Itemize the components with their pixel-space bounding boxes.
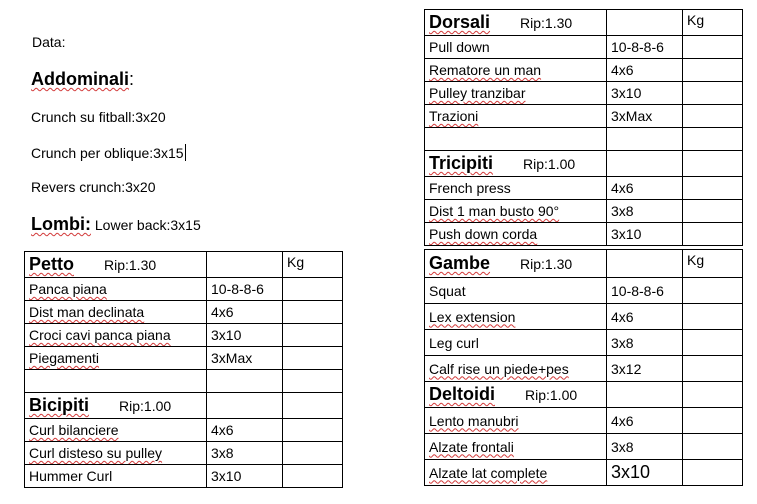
empty-cell bbox=[283, 393, 343, 419]
exercise-reps: 3x8 bbox=[607, 330, 683, 356]
exercise-reps: 4x6 bbox=[607, 304, 683, 330]
exercise-reps: 4x6 bbox=[607, 59, 683, 82]
rest-label: Rip:1.30 bbox=[520, 15, 573, 31]
exercise-reps: 3x10 bbox=[207, 324, 283, 347]
kg-header: Kg bbox=[283, 252, 343, 278]
section-header-gambe bbox=[425, 250, 743, 278]
kg-cell bbox=[683, 356, 743, 382]
exercise-name: French press bbox=[425, 177, 607, 200]
table-petto-bicipiti bbox=[24, 251, 343, 488]
kg-cell bbox=[683, 278, 743, 304]
kg-cell bbox=[683, 36, 743, 59]
empty-cell bbox=[607, 151, 683, 177]
abs-item-2-text: Crunch per oblique:3x15 bbox=[31, 145, 184, 161]
rest-label: Rip:1.30 bbox=[520, 256, 573, 272]
table-row bbox=[425, 356, 743, 382]
abs-colon: : bbox=[129, 69, 135, 89]
exercise-reps: 10-8-8-6 bbox=[607, 36, 683, 59]
table-row bbox=[425, 59, 743, 82]
kg-cell bbox=[683, 177, 743, 200]
table-row bbox=[425, 177, 743, 200]
exercise-name: Alzate frontali bbox=[425, 434, 607, 460]
exercise-reps: 3x8 bbox=[607, 434, 683, 460]
section-title-cell bbox=[425, 382, 607, 408]
exercise-name: Croci cavi panca piana bbox=[25, 324, 207, 347]
table-row bbox=[25, 347, 343, 370]
table-row bbox=[25, 465, 343, 488]
table-row bbox=[25, 442, 343, 465]
exercise-reps: 3x12 bbox=[607, 356, 683, 382]
empty-cell bbox=[25, 370, 207, 393]
empty-cell bbox=[607, 250, 683, 278]
exercise-name: Rematore un man bbox=[425, 59, 607, 82]
lombi-text: Lower back:3x15 bbox=[91, 217, 201, 233]
table-row bbox=[425, 278, 743, 304]
text-cursor bbox=[185, 144, 186, 161]
exercise-reps: 4x6 bbox=[207, 419, 283, 442]
exercise-reps: 3x10 bbox=[607, 82, 683, 105]
exercise-name: Lex extension bbox=[425, 304, 607, 330]
empty-cell bbox=[207, 252, 283, 278]
kg-cell bbox=[683, 223, 743, 246]
abs-item-3: Revers crunch:3x20 bbox=[31, 179, 156, 195]
exercise-name: Piegamenti bbox=[25, 347, 207, 370]
empty-cell bbox=[683, 151, 743, 177]
rest-label: Rip:1.00 bbox=[119, 398, 172, 414]
section-header-tricipiti bbox=[425, 151, 743, 177]
table-row bbox=[425, 408, 743, 434]
exercise-name: Dist 1 man busto 90° bbox=[425, 200, 607, 223]
kg-cell bbox=[283, 347, 343, 370]
table-gambe-deltoidi bbox=[424, 249, 743, 486]
rest-label: Rip:1.30 bbox=[104, 257, 157, 273]
table-row bbox=[425, 82, 743, 105]
kg-cell bbox=[683, 59, 743, 82]
kg-cell bbox=[283, 442, 343, 465]
empty-cell bbox=[683, 382, 743, 408]
exercise-name: Pulley tranzibar bbox=[425, 82, 607, 105]
section-title-cell bbox=[425, 151, 607, 177]
exercise-name: Leg curl bbox=[425, 330, 607, 356]
kg-cell bbox=[283, 301, 343, 324]
date-label: Data: bbox=[32, 34, 66, 50]
exercise-name: Trazioni bbox=[425, 105, 607, 128]
exercise-name: Hummer Curl bbox=[25, 465, 207, 488]
exercise-name: Squat bbox=[425, 278, 607, 304]
rest-label: Rip:1.00 bbox=[523, 156, 576, 172]
section-title-cell bbox=[425, 10, 607, 36]
exercise-name: Pull down bbox=[425, 36, 607, 59]
exercise-name: Curl disteso su pulley bbox=[25, 442, 207, 465]
empty-cell bbox=[425, 128, 607, 151]
exercise-name: Push down corda bbox=[425, 223, 607, 246]
kg-cell bbox=[683, 408, 743, 434]
exercise-reps: 4x6 bbox=[607, 177, 683, 200]
section-header-dorsali bbox=[425, 10, 743, 36]
section-header-deltoidi bbox=[425, 382, 743, 408]
exercise-reps: 10-8-8-6 bbox=[607, 278, 683, 304]
kg-cell bbox=[283, 465, 343, 488]
section-title: Tricipiti bbox=[429, 153, 494, 173]
exercise-reps: 3x10 bbox=[607, 223, 683, 246]
exercise-reps: 4x6 bbox=[207, 301, 283, 324]
abs-item-2 bbox=[31, 144, 186, 161]
empty-cell bbox=[607, 382, 683, 408]
exercise-name: Dist man declinata bbox=[25, 301, 207, 324]
abs-title: Addominali bbox=[31, 69, 129, 89]
exercise-name: Lento manubri bbox=[425, 408, 607, 434]
kg-cell bbox=[683, 105, 743, 128]
exercise-name: Alzate lat complete bbox=[425, 460, 607, 486]
section-title: Petto bbox=[29, 254, 74, 274]
table-row bbox=[425, 223, 743, 246]
table-dorsali-tricipiti bbox=[424, 9, 743, 246]
empty-cell bbox=[207, 370, 283, 393]
section-header-petto bbox=[25, 252, 343, 278]
table-row bbox=[25, 324, 343, 347]
section-title-cell bbox=[425, 250, 607, 278]
section-title: Deltoidi bbox=[429, 384, 495, 404]
rest-label: Rip:1.00 bbox=[525, 387, 578, 403]
table-row bbox=[425, 36, 743, 59]
empty-cell bbox=[283, 370, 343, 393]
exercise-reps: 3xMax bbox=[607, 105, 683, 128]
abs-heading bbox=[31, 69, 134, 90]
kg-cell bbox=[683, 304, 743, 330]
table-row bbox=[425, 434, 743, 460]
section-title-cell bbox=[25, 393, 207, 419]
kg-cell bbox=[283, 419, 343, 442]
section-title-cell bbox=[25, 252, 207, 278]
empty-cell bbox=[607, 128, 683, 151]
table-row bbox=[25, 301, 343, 324]
table-row bbox=[425, 200, 743, 223]
kg-cell bbox=[283, 324, 343, 347]
lombi-title: Lombi: bbox=[31, 214, 91, 234]
exercise-reps: 3xMax bbox=[207, 347, 283, 370]
section-header-bicipiti bbox=[25, 393, 343, 419]
exercise-reps: 10-8-8-6 bbox=[207, 278, 283, 301]
exercise-name: Panca piana bbox=[25, 278, 207, 301]
table-row bbox=[25, 419, 343, 442]
empty-cell bbox=[607, 10, 683, 36]
exercise-reps: 3x8 bbox=[207, 442, 283, 465]
kg-header: Kg bbox=[683, 10, 743, 36]
kg-cell bbox=[283, 278, 343, 301]
kg-cell bbox=[683, 460, 743, 486]
section-title: Bicipiti bbox=[29, 395, 90, 415]
table-row bbox=[425, 304, 743, 330]
kg-header: Kg bbox=[683, 250, 743, 278]
exercise-name: Curl bilanciere bbox=[25, 419, 207, 442]
table-row-empty bbox=[25, 370, 343, 393]
lombi-line bbox=[31, 214, 201, 235]
exercise-reps: 3x10 bbox=[207, 465, 283, 488]
exercise-reps: 3x8 bbox=[607, 200, 683, 223]
table-row bbox=[425, 105, 743, 128]
abs-item-1: Crunch su fitball:3x20 bbox=[31, 109, 166, 125]
table-row-empty bbox=[425, 128, 743, 151]
kg-cell bbox=[683, 330, 743, 356]
table-row bbox=[25, 278, 343, 301]
exercise-reps: 4x6 bbox=[607, 408, 683, 434]
kg-cell bbox=[683, 82, 743, 105]
empty-cell bbox=[207, 393, 283, 419]
empty-cell bbox=[683, 128, 743, 151]
table-row bbox=[425, 330, 743, 356]
exercise-reps: 3x10 bbox=[607, 460, 683, 486]
section-title: Gambe bbox=[429, 253, 491, 273]
table-row bbox=[425, 460, 743, 486]
exercise-name: Calf rise un piede+pes bbox=[425, 356, 607, 382]
kg-cell bbox=[683, 200, 743, 223]
section-title: Dorsali bbox=[429, 12, 491, 32]
kg-cell bbox=[683, 434, 743, 460]
